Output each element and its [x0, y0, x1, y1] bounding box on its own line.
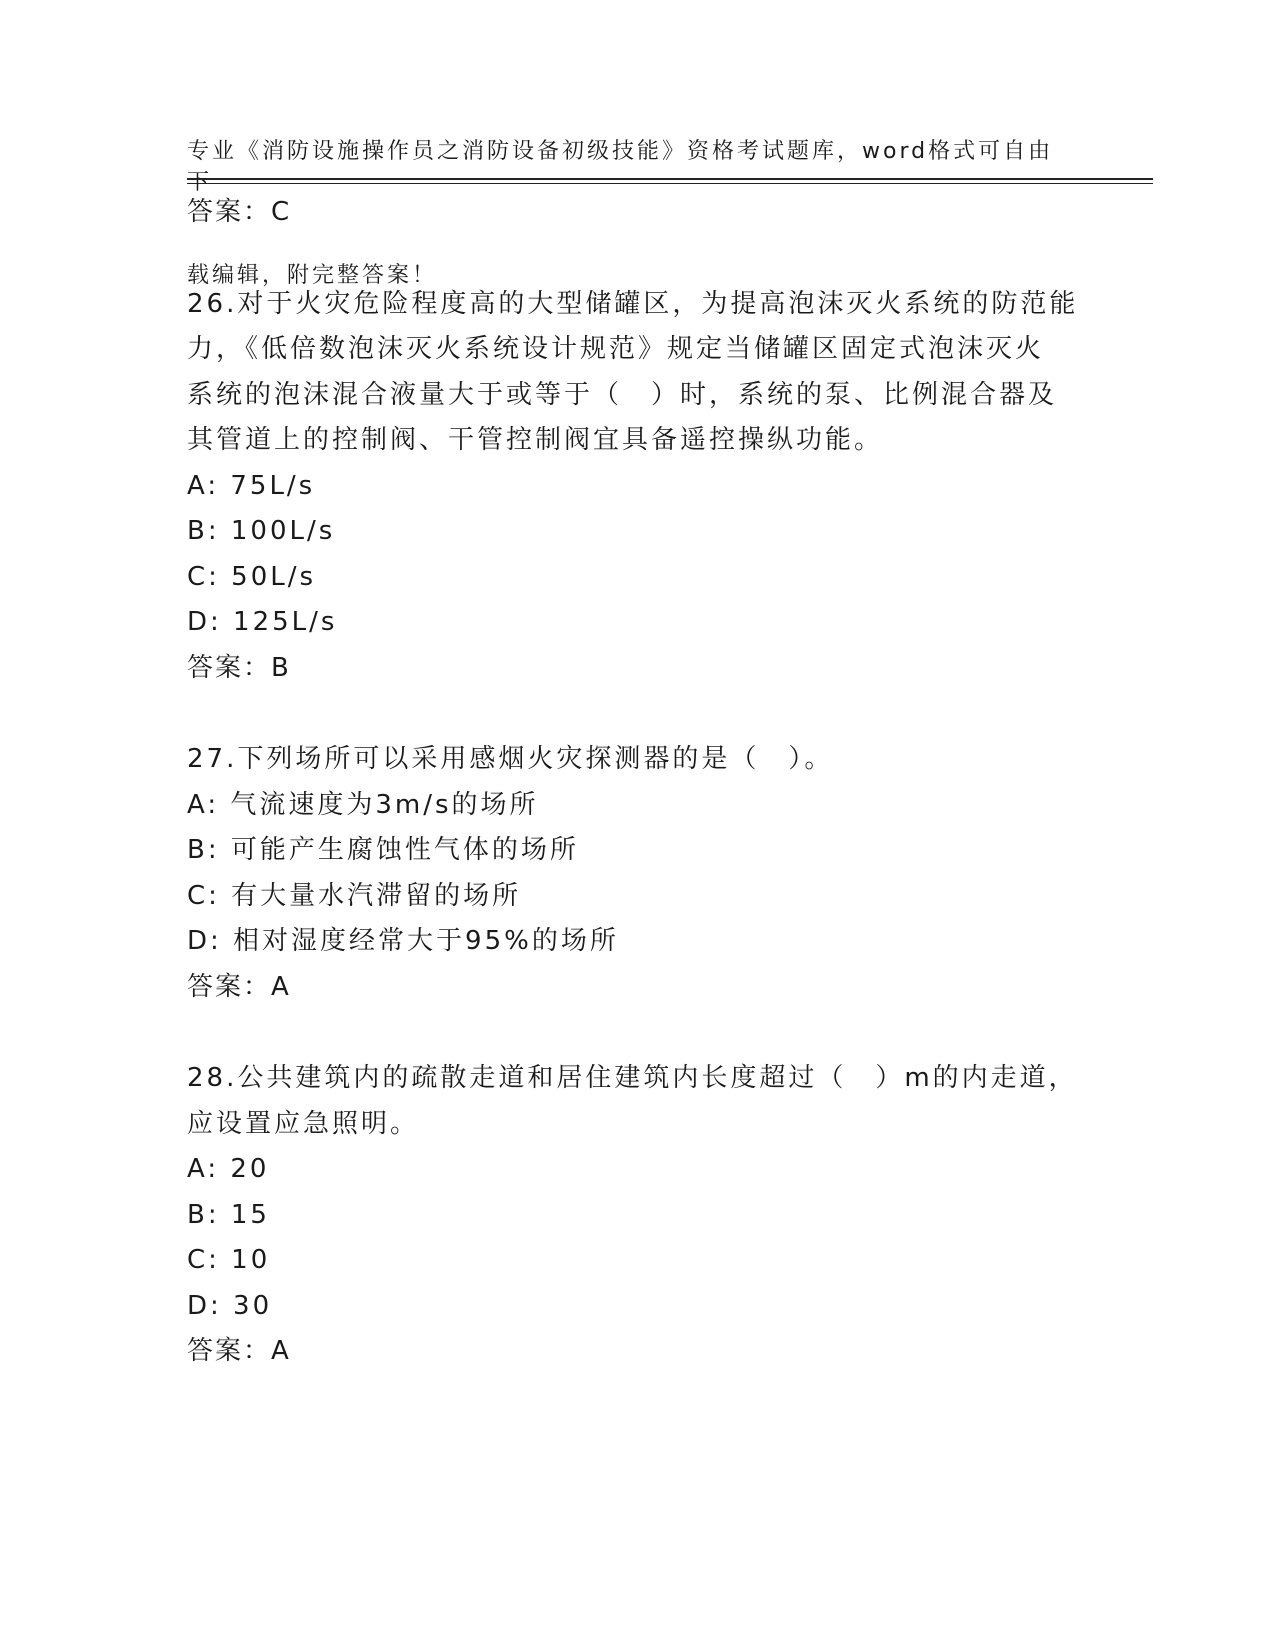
answer-line: 答案：A	[187, 1336, 291, 1366]
header-line: 载编辑，附完整答案！	[187, 263, 438, 288]
question-list	[187, 190, 1087, 1375]
option-b: B: 100L/s	[187, 516, 336, 546]
option-a: A: 气流速度为3m/s的场所	[187, 789, 539, 820]
question-text-line: 应设置应急照明。	[187, 1108, 420, 1139]
answer-line: 答案：A	[187, 971, 291, 1002]
question-text-line: 力，《低倍数泡沫灭火系统设计规范》规定当储罐区固定式泡沫灭火	[187, 334, 1045, 364]
option-a: A: 75L/s	[187, 470, 316, 501]
spacer	[187, 1010, 1087, 1056]
header-divider-thin	[187, 183, 1153, 184]
spacer	[187, 236, 1087, 282]
header-divider-thick	[187, 178, 1153, 180]
question-text-line: 系统的泡沫混合液量大于或等于（ ）时，系统的泵、比例混合器及	[187, 379, 1058, 410]
option-c: C: 有大量水汽滞留的场所	[187, 880, 522, 911]
option-d: D: 相对湿度经常大于95%的场所	[187, 926, 619, 956]
question-text-line: 28.公共建筑内的疏散走道和居住建筑内长度超过（ ）m的内走道，	[187, 1063, 1078, 1093]
answer-line: 答案：B	[187, 652, 291, 683]
spacer	[187, 691, 1087, 737]
question-block	[187, 737, 1087, 1010]
option-c: C: 50L/s	[187, 561, 317, 592]
option-a: A: 20	[187, 1154, 270, 1184]
option-d: D: 125L/s	[187, 607, 338, 637]
question-text-line: 26.对于火灾危险程度高的大型储罐区，为提高泡沫灭火系统的防范能	[187, 288, 1079, 319]
header-line: 专业《消防设施操作员之消防设备初级技能》资格考试题库，word格式可自由下	[187, 139, 1054, 195]
option-b: B: 15	[187, 1199, 270, 1230]
question-text-line: 其管道上的控制阀、干管控制阀宜具备遥控操纵功能。	[187, 425, 884, 455]
option-c: C: 10	[187, 1245, 271, 1275]
answer-line: 答案：C	[187, 197, 292, 227]
question-block	[187, 282, 1087, 692]
question-block	[187, 1056, 1087, 1375]
option-b: B: 可能产生腐蚀性气体的场所	[187, 835, 579, 865]
question-text-line: 27.下列场所可以采用感烟火灾探测器的是（ ）。	[187, 744, 834, 774]
option-d: D: 30	[187, 1290, 273, 1321]
